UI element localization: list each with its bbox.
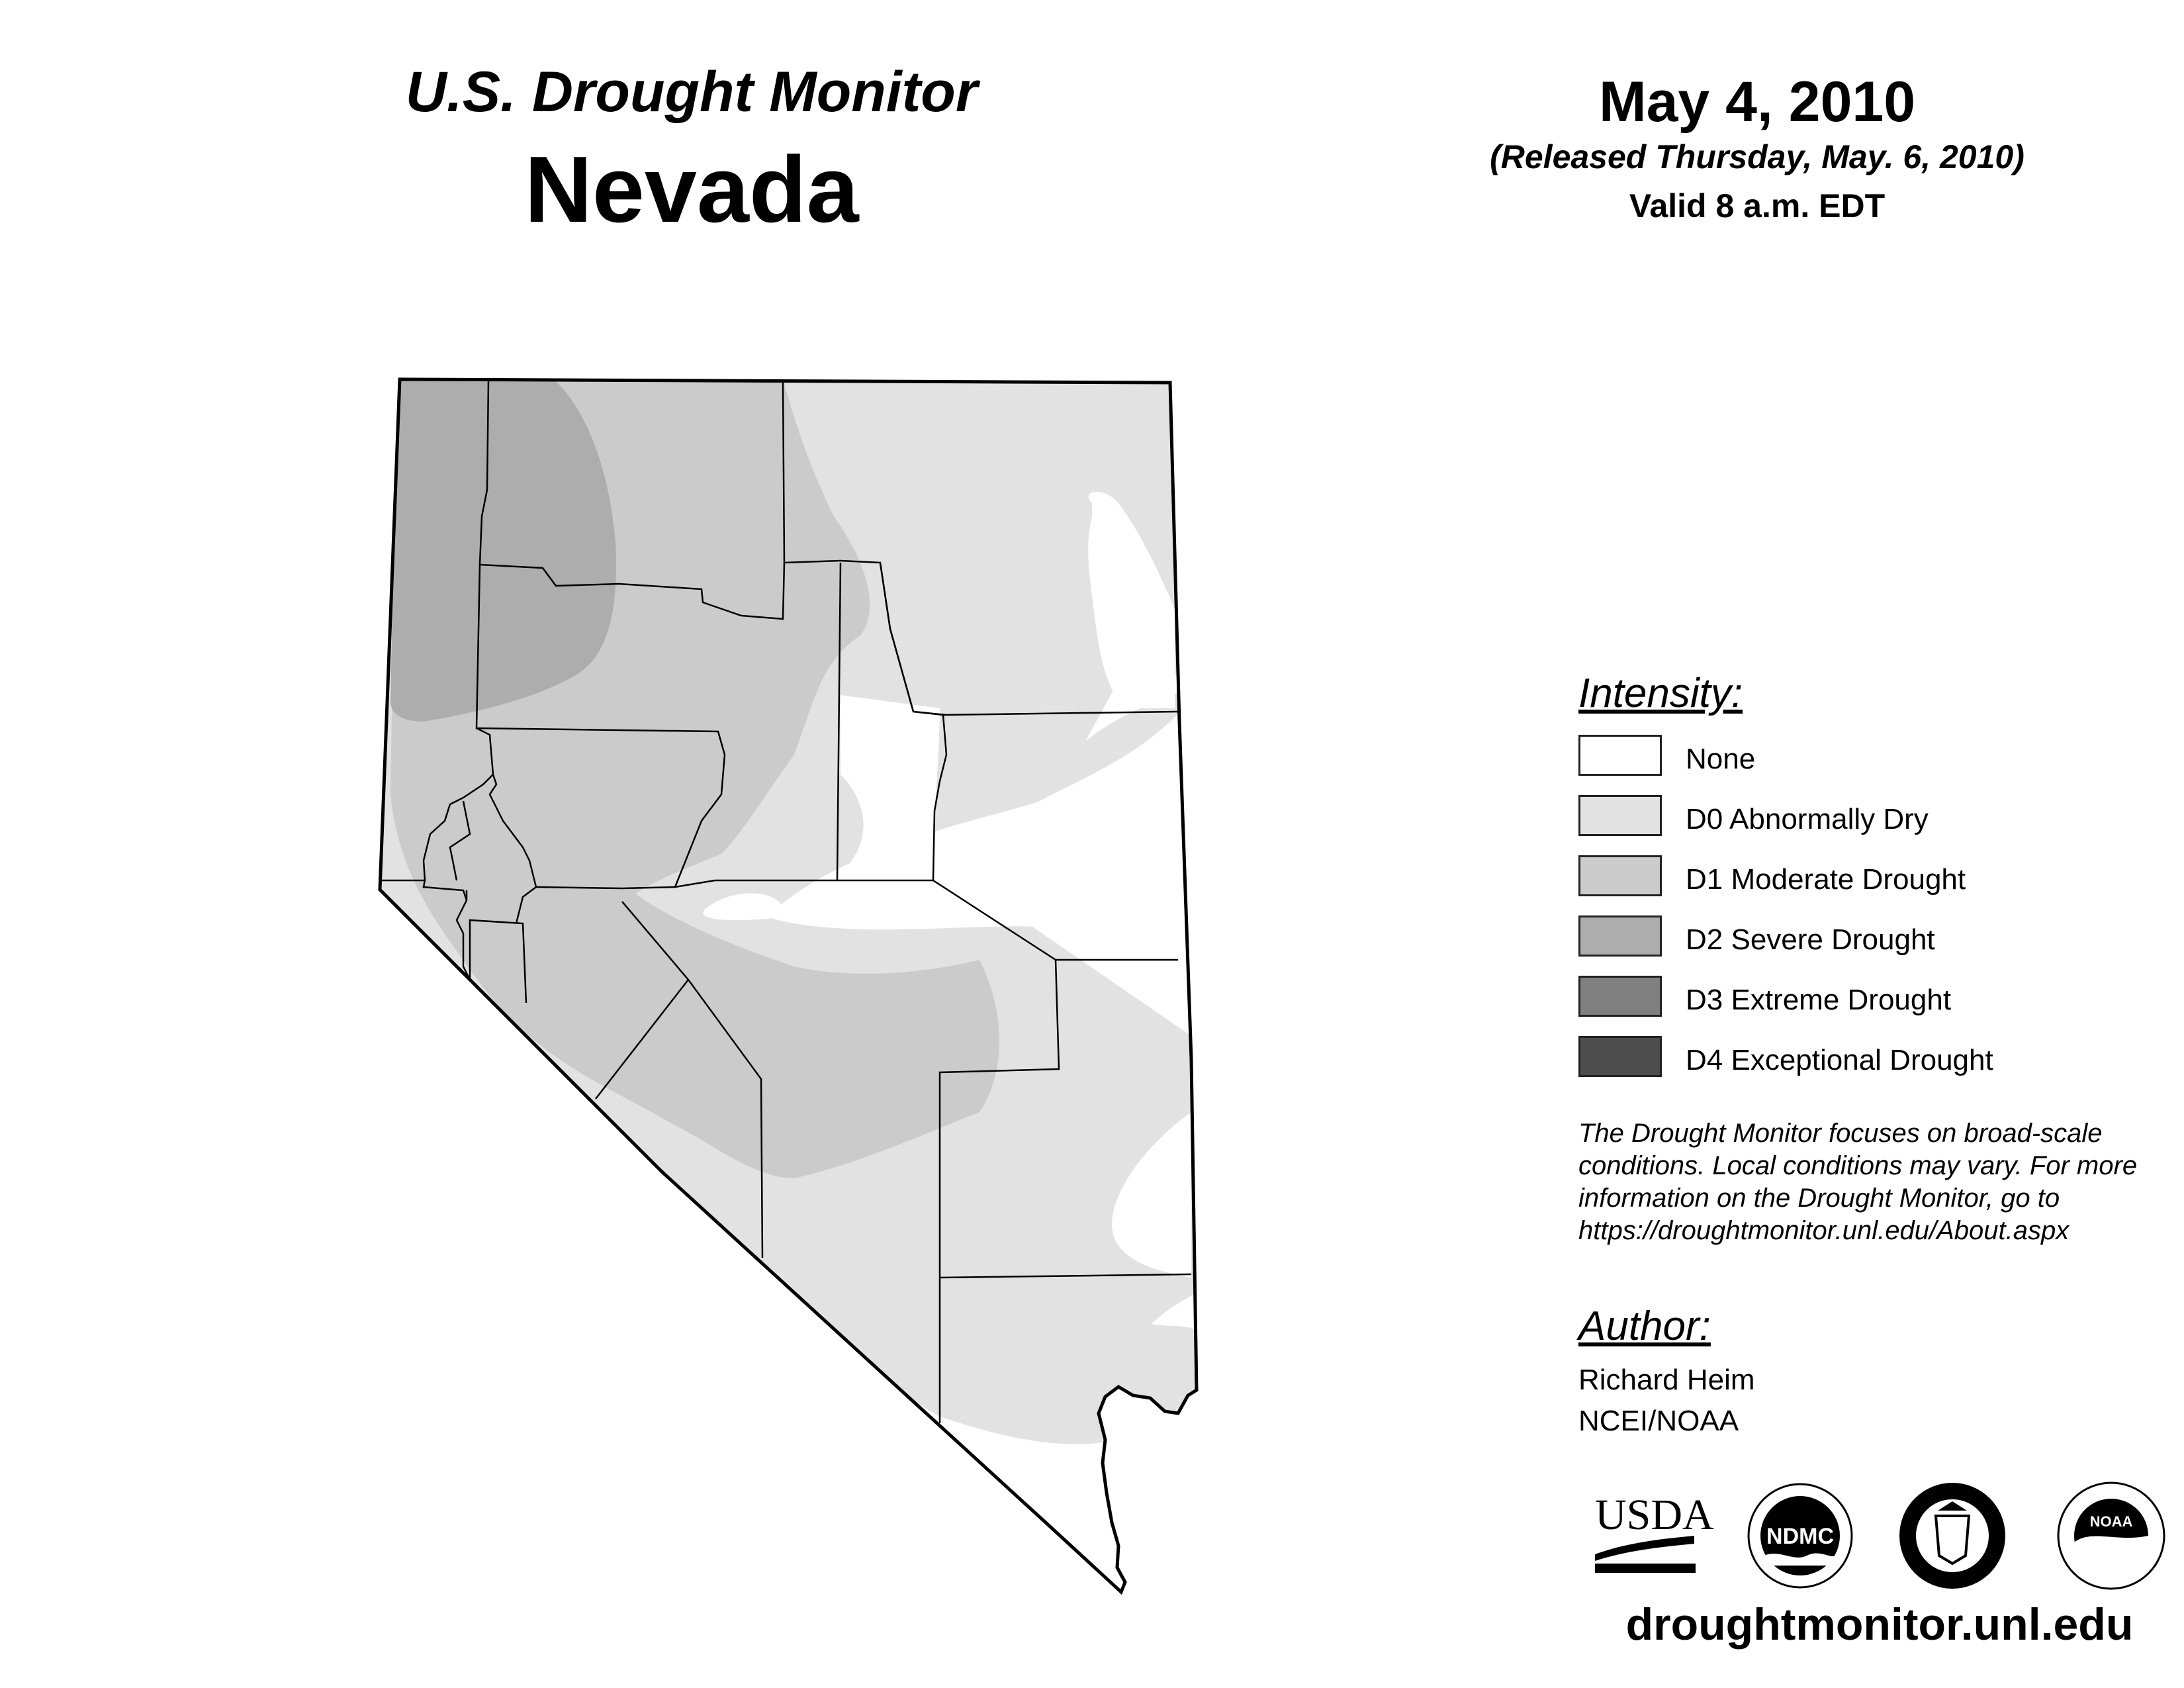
- d2-area: [390, 371, 616, 722]
- legend-swatch: [1578, 735, 1662, 776]
- map-title: U.S. Drought Monitor: [405, 60, 978, 124]
- noaa-logo-text: NOAA: [2089, 1513, 2133, 1530]
- partner-logos: [1588, 1476, 2171, 1595]
- ndmc-logo-text: NDMC: [1766, 1524, 1834, 1549]
- valid-time: Valid 8 a.m. EDT: [1629, 187, 1886, 224]
- legend-label: D0 Abnormally Dry: [1686, 803, 1929, 835]
- ndmc-logo: [1749, 1484, 1852, 1587]
- legend-label: D4 Exceptional Drought: [1686, 1044, 1993, 1076]
- usda-logo: [1595, 1491, 1714, 1573]
- legend-label: None: [1686, 743, 1756, 775]
- legend-title: Intensity:: [1578, 671, 1743, 716]
- usda-logo-text: USDA: [1595, 1491, 1714, 1539]
- author-heading: Author:: [1578, 1303, 1711, 1349]
- usda-field-icon: [1595, 1564, 1696, 1573]
- legend-swatch: [1578, 915, 1662, 957]
- shield-icon: [1936, 1516, 1969, 1564]
- release-date: (Released Thursday, May. 6, 2010): [1490, 138, 2025, 175]
- legend-label: D2 Severe Drought: [1686, 923, 1935, 956]
- legend-swatch: [1578, 795, 1662, 836]
- legend-swatch: [1578, 1036, 1662, 1077]
- state-name: Nevada: [524, 137, 859, 242]
- legend-label: D1 Moderate Drought: [1686, 863, 1966, 896]
- author-name: Richard Heim: [1578, 1364, 1755, 1396]
- usda-hill-icon: [1595, 1536, 1694, 1561]
- map-date: May 4, 2010: [1598, 70, 1916, 134]
- commerce-logo: [1899, 1483, 2005, 1589]
- noaa-logo: [2058, 1483, 2164, 1589]
- legend-label: D3 Extreme Drought: [1686, 984, 1952, 1016]
- legend-swatch: [1578, 855, 1662, 896]
- website-url[interactable]: droughtmonitor.unl.edu: [1625, 1599, 2134, 1650]
- author-org: NCEI/NOAA: [1578, 1405, 1739, 1437]
- legend-swatch: [1578, 976, 1662, 1017]
- disclaimer-note: The Drought Monitor focuses on broad-scale conditions. Local conditions may vary. For more information on the Drought Monitor, go to https://droughtmonitor.unl.edu/About.aspx: [1578, 1119, 2138, 1245]
